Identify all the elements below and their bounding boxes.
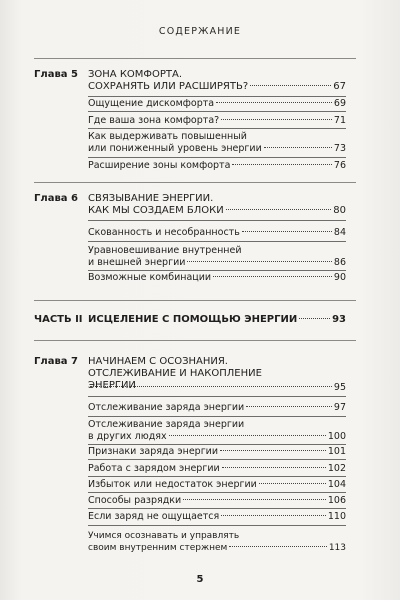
- entry-text: Работа с зарядом энергии: [88, 463, 220, 474]
- page-ref: 101: [327, 446, 346, 457]
- dot-leader: [226, 209, 332, 210]
- page-ref: 86: [333, 257, 346, 268]
- part-title: [88, 314, 346, 326]
- toc-entry: [88, 446, 346, 458]
- part-title-line: ИСЦЕЛЕНИЕ С ПОМОЩЬЮ ЭНЕРГИИ: [88, 314, 298, 325]
- dot-leader: [229, 546, 327, 547]
- dot-leader: [242, 231, 332, 232]
- dot-leader: [213, 276, 332, 277]
- dot-leader: [169, 435, 326, 436]
- dot-leader: [90, 386, 332, 387]
- running-head: СОДЕРЖАНИЕ: [158, 26, 242, 37]
- entry-rule: [88, 508, 346, 509]
- dot-leader: [216, 102, 332, 103]
- page-ref: 110: [327, 511, 346, 522]
- entry-text: Расширение зоны комфорта: [88, 160, 231, 171]
- page-ref: 102: [327, 463, 346, 474]
- toc-entry: [88, 463, 346, 475]
- toc-entry: [88, 131, 346, 155]
- entry-rule: [88, 270, 346, 271]
- entry-text: своим внутренним стержнем: [88, 543, 228, 553]
- entry-text: Отслеживание заряда энергии: [88, 419, 245, 430]
- chapter-label: Глава 5: [34, 69, 78, 80]
- entry-text: или пониженный уровень энергии: [88, 143, 262, 154]
- dot-leader: [183, 499, 326, 500]
- toc-entry: [88, 272, 346, 284]
- entry-rule: [88, 416, 346, 417]
- dot-leader: [221, 515, 326, 516]
- dot-leader: [222, 467, 326, 468]
- entry-text: Отслеживание заряда энергии: [88, 402, 245, 413]
- dot-leader: [220, 450, 326, 451]
- entry-rule: [88, 459, 346, 460]
- page-ref: 90: [333, 272, 346, 283]
- page-ref: 69: [333, 98, 346, 109]
- page-ref: 71: [333, 115, 346, 126]
- dot-leader: [246, 406, 332, 407]
- chapter-page-row: [88, 382, 346, 394]
- chapter-title-line: НАЧИНАЕМ С ОСОЗНАНИЯ.: [88, 356, 228, 367]
- page-ref: 113: [328, 543, 346, 553]
- toc-entry: [88, 419, 346, 443]
- entry-text: Где ваша зона комфорта?: [88, 115, 220, 126]
- page-ref: 67: [333, 81, 346, 92]
- page-ref: 104: [327, 479, 346, 490]
- entry-text: Избыток или недостаток энергии: [88, 479, 257, 490]
- entry-text: Признаки заряда энергии: [88, 446, 219, 457]
- dot-leader: [259, 483, 326, 484]
- chapter-label: Глава 7: [34, 356, 78, 367]
- chapter-label: Глава 6: [34, 193, 78, 204]
- toc-entry: [88, 115, 346, 127]
- entry-text: Скованность и несобранность: [88, 227, 240, 238]
- page-number: 5: [196, 574, 204, 585]
- toc-entry: [88, 227, 346, 239]
- dot-leader: [221, 119, 332, 120]
- entry-text: Если заряд не ощущается: [88, 511, 220, 522]
- chapter-title-line: ОТСЛЕЖИВАНИЕ И НАКОПЛЕНИЕ: [88, 368, 262, 379]
- dot-leader: [187, 261, 331, 262]
- dot-leader: [232, 164, 332, 165]
- toc-entry: [88, 530, 346, 554]
- dot-leader: [264, 147, 332, 148]
- chapter-title-line: КАК МЫ СОЗДАЕМ БЛОКИ: [88, 205, 224, 216]
- entry-text: Учимся осознавать и управлять: [88, 531, 240, 541]
- page-ref: 84: [333, 227, 346, 238]
- entry-text: Возможные комбинации: [88, 272, 212, 283]
- entry-text: в других людях: [88, 431, 167, 442]
- chapter-title-line: ЭНЕРГИИ: [88, 380, 136, 391]
- dot-leader: [299, 318, 330, 319]
- entry-rule: [88, 157, 346, 158]
- entry-text: Способы разрядки: [88, 495, 182, 506]
- entry-rule: [88, 396, 346, 397]
- entry-rule: [88, 525, 346, 526]
- dot-leader: [250, 85, 331, 86]
- chapter-title-line: СВЯЗЫВАНИЕ ЭНЕРГИИ.: [88, 193, 214, 204]
- entry-rule: [88, 128, 346, 129]
- page-ref: 97: [333, 402, 346, 413]
- section-divider: [34, 58, 356, 59]
- entry-rule: [88, 241, 346, 242]
- toc-entry: [88, 160, 346, 172]
- chapter-title: [88, 69, 346, 93]
- entry-text: Ощущение дискомфорта: [88, 98, 215, 109]
- page-ref: 95: [333, 382, 346, 393]
- page-ref: 76: [333, 160, 346, 171]
- toc-entry: [88, 495, 346, 507]
- page-ref: 93: [332, 314, 346, 325]
- entry-text: и внешней энергии: [88, 257, 186, 268]
- entry-rule: [88, 492, 346, 493]
- part-label: ЧАСТЬ II: [34, 314, 83, 325]
- entry-text: Уравновешивание внутренней: [88, 245, 242, 256]
- toc-entry: [88, 402, 346, 414]
- section-divider: [34, 340, 356, 341]
- entry-rule: [88, 96, 346, 97]
- entry-rule: [88, 111, 346, 112]
- entry-text: Как выдерживать повышенный: [88, 131, 247, 142]
- section-divider: [34, 300, 356, 301]
- toc-entry: [88, 479, 346, 491]
- entry-rule: [88, 476, 346, 477]
- page-ref: 106: [327, 495, 346, 506]
- chapter-title-line: ЗОНА КОМФОРТА.: [88, 69, 183, 80]
- chapter-title: [88, 193, 346, 217]
- entry-rule: [88, 220, 346, 221]
- entry-rule: [88, 444, 346, 445]
- toc-entry: [88, 511, 346, 523]
- chapter-title-line: СОХРАНЯТЬ ИЛИ РАСШИРЯТЬ?: [88, 81, 249, 92]
- page-ref: 73: [333, 143, 346, 154]
- page-ref: 80: [333, 205, 346, 216]
- toc-entry: [88, 98, 346, 110]
- page-ref: 100: [327, 431, 346, 442]
- toc-entry: [88, 245, 346, 269]
- section-divider: [34, 182, 356, 183]
